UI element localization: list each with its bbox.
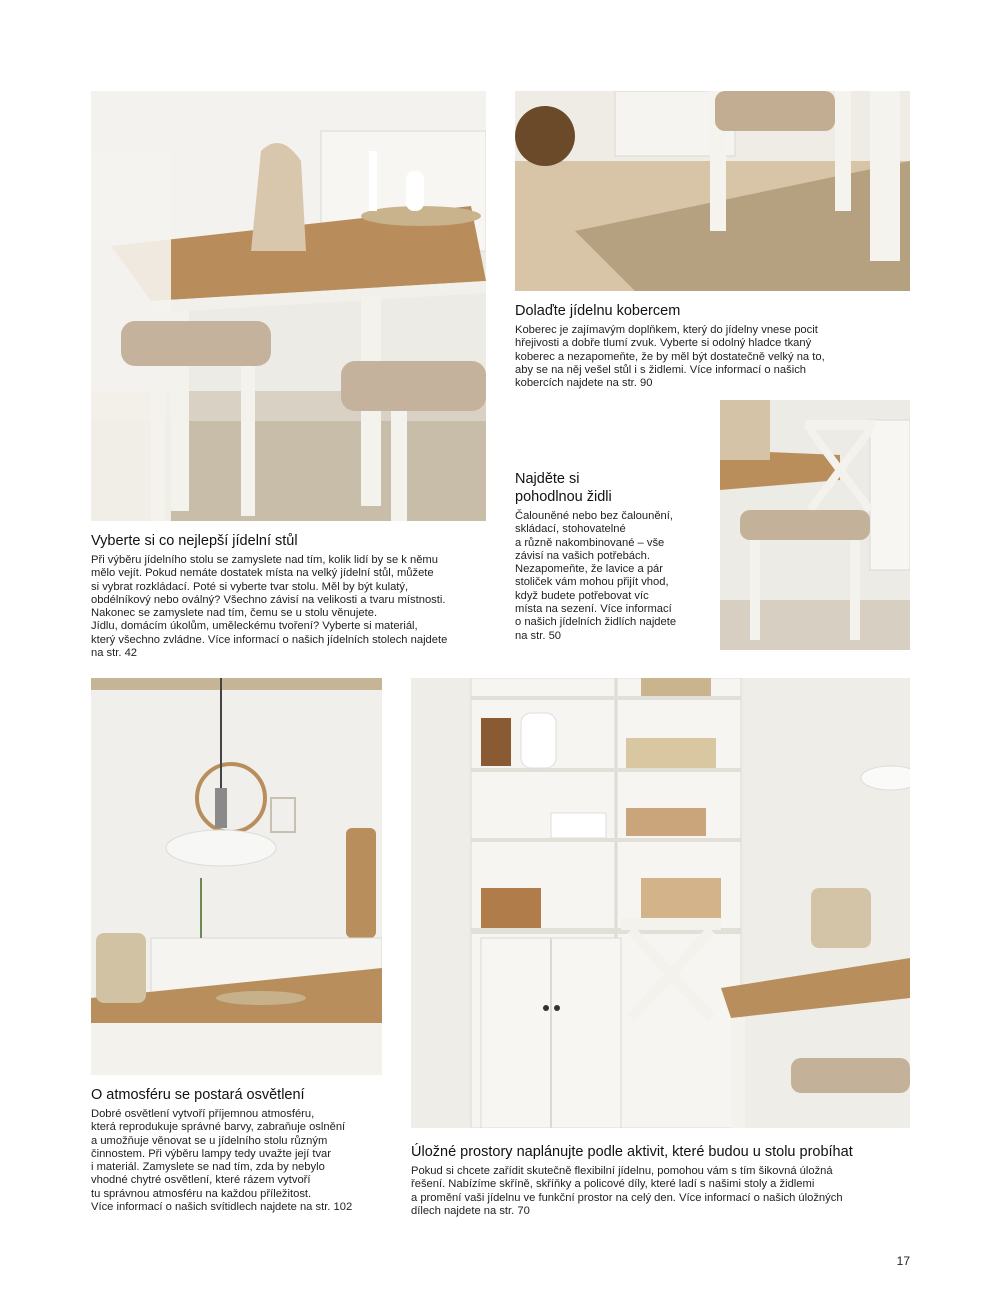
lamp-photo [91,678,382,1075]
section-chair [515,470,715,643]
section-title: Vyberte si co nejlepší jídelní stůl [91,533,298,549]
section-storage [411,1143,910,1218]
section-title: O atmosféru se postará osvětlení [91,1087,305,1103]
section-rug [515,302,910,390]
section-lighting [91,1086,391,1214]
section-text: Čalouněné nebo bez čalounění, skládací, stohovatelné a různě nakombinované – vše závisí na vašich potřebách. Nezapomeňte, že lavice a pár stoliček vám mohou přijít vhod, když budete potřebovat víc místa na sezení. Více informací o našich jídelních židlích najdete na str. 50 [515,510,677,642]
section-text: Pokud si chcete zařídit skutečně flexibilní jídelnu, pomohou vám s tím šikovná úložná řešení. Nabízíme skříně, skříňky a policové díly, které ladí s našimi stoly a židlemi a promění vaši jídelnu ve funkční prostor na celý den. Více informací o našich úložných dílech najdete na str. 70 [411,1165,843,1217]
section-title: Najděte si pohodlnou židli [515,471,612,505]
section-title: Úložné prostory naplánujte podle aktivit, které budou u stolu probíhat [411,1144,853,1160]
section-text: Dobré osvětlení vytvoří příjemnou atmosféru, která reprodukuje správné barvy, zabraňuje oslnění a umožňuje věnovat se u jídelního stolu různým činnostem. Při výběru lampy tedy uvažte její tvar i materiál. Zamyslete se nad tím, zda by nebylo vhodné chytré osvětlení, které rázem vytvoří tu správnou atmosféru na každou příležitost. Více informací o našich svítidlech najdete na str. 102 [91,1108,353,1214]
chair-photo [720,400,910,650]
section-text: Koberec je zajímavým doplňkem, který do jídelny vnese pocit hřejivosti a dobře tlumí zvuk. Vyberte si odolný hladce tkaný koberec a nezapomeňte, že by měl být dostatečně velký na to, aby se na něj vešel stůl i s židlemi. Více informací o našich kobercích najdete na str. 90 [515,324,825,390]
section-text: Při výběru jídelního stolu se zamyslete nad tím, kolik lidí by se k němu mělo vejít. Pokud nemáte dostatek místa na velký jídelní stůl, můžete si vybrat rozkládací. Poté si vyberte tvar stolu. Měl by být kulatý, obdélníkový nebo oválný? Všechno závisí na velikosti a tvaru místnosti. Nakonec se zamyslete nad tím, čemu se u stolu věnujete. Jídlu, domácím úkolům, uměleckému tvoření? Vyberte si materiál, který všechno zvládne. Více informací o našich jídelních stolech najdete na str. 42 [91,554,448,660]
rug-photo [515,91,910,291]
section-dining-table [91,532,491,660]
page-number: 17 [896,1254,910,1268]
dining-table-photo [91,91,486,521]
section-title: Dolaďte jídelnu kobercem [515,303,681,319]
storage-photo [411,678,910,1128]
